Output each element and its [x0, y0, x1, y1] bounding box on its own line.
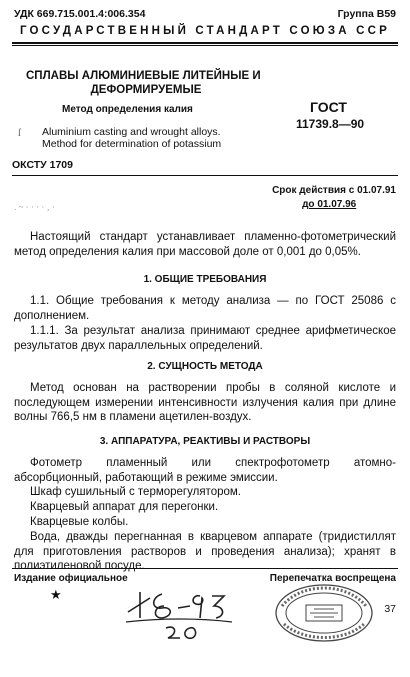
title-line-1: СПЛАВЫ АЛЮМИНИЕВЫЕ ЛИТЕЙНЫЕ И: [26, 70, 261, 82]
section-3-para-4: Кварцевые колбы.: [30, 516, 129, 528]
title-rule: [12, 175, 398, 176]
document-title: [26, 69, 266, 97]
agency-title: ГОСУДАРСТВЕННЫЙ СТАНДАРТ СОЮЗА ССР: [19, 25, 391, 37]
reprint-label: Перепечатка воспрещена: [269, 573, 396, 584]
group-code: Группа В59: [337, 8, 396, 20]
smudge-marks: . ~ · · · · ‚ ·: [14, 202, 55, 212]
section-1-heading: 1. ОБЩИЕ ТРЕБОВАНИЯ: [143, 274, 267, 285]
handwritten-annotation: [120, 578, 240, 642]
edition-label: Издание официальное: [14, 573, 128, 584]
english-title-line-2: Method for determination of potassium: [42, 138, 222, 150]
section-2-para-1: Метод основан на растворении пробы в соляной кислоте и последующем измерении интенсивности излучения калия при длине волны 766,5 нм в пламени ацетилен-воздух.: [14, 382, 396, 423]
header-rule-thin: [12, 45, 398, 46]
section-1-para-1: 1.1. Общие требования к методу анализа — по ГОСТ 25086 с дополнением.: [14, 295, 396, 322]
validity-period: [272, 184, 396, 212]
gost-label: ГОСТ: [310, 99, 347, 115]
udk-code: УДК 669.715.001.4:006.354: [14, 8, 146, 20]
section-3-para-1: Фотометр пламенный или спектрофотометр атомно-абсорбционный, работающий в режиме эмиссии.: [14, 457, 396, 484]
oksty-code: ОКСТУ 1709: [12, 159, 73, 171]
section-3-para-2: Шкаф сушильный с терморегулятором.: [30, 486, 241, 498]
method-title: Метод определения калия: [62, 104, 193, 115]
header-rule: [12, 42, 398, 44]
section-1-para-2: 1.1.1. За результат анализа принимают среднее арифметическое результатов двух параллельных определений.: [14, 325, 396, 352]
section-3-para-3: Кварцевый аппарат для перегонки.: [30, 501, 219, 513]
validity-end: до 01.07.96: [302, 199, 357, 210]
english-title-line-1: Aluminium casting and wrought alloys.: [42, 126, 221, 138]
margin-mark: ſ: [18, 128, 21, 139]
institute-stamp: [272, 578, 376, 648]
page-number: 37: [384, 603, 396, 615]
footer-rule: [12, 568, 398, 569]
section-3-para-5: Вода, дважды перегнанная в кварцевом аппарате (тридистиллят для приготовления растворов и проведения анализа); хранят в полиэтиленовой посуде.: [14, 531, 396, 572]
gost-number: 11739.8—90: [296, 117, 365, 131]
intro-paragraph: Настоящий стандарт устанавливает пламенно-фотометрический метод определения калия при массовой доле от 0,001 до 0,05%.: [14, 231, 396, 258]
english-title: [42, 126, 221, 150]
section-2-heading: 2. СУЩНОСТЬ МЕТОДА: [147, 361, 263, 372]
title-line-2: ДЕФОРМИРУЕМЫЕ: [90, 84, 202, 96]
section-3-heading: 3. АППАРАТУРА, РЕАКТИВЫ И РАСТВОРЫ: [99, 436, 311, 447]
validity-start: Срок действия с 01.07.91: [272, 185, 396, 196]
star-icon: ★: [50, 587, 62, 602]
